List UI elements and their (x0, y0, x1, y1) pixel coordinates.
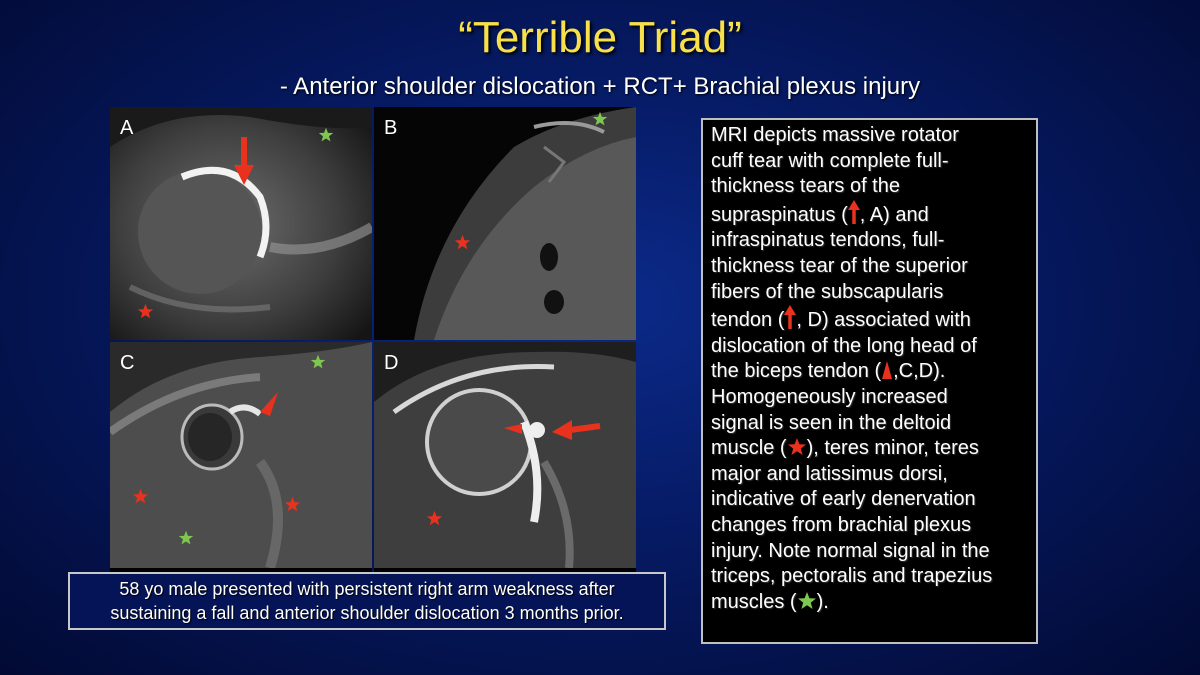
desc-text: tendon ( (711, 309, 785, 332)
mri-panel-a (110, 107, 372, 340)
desc-line (711, 359, 1028, 385)
slide-title: “Terrible Triad” (458, 13, 742, 62)
slide-subtitle: - Anterior shoulder dislocation + RCT+ Brachial plexus injury (279, 73, 921, 100)
red-arrow-icon (784, 305, 796, 329)
mri-panel-d (374, 342, 636, 575)
caption-line-1: 58 yo male presented with persistent right arm weakness after (119, 579, 615, 599)
mri-image-a (110, 107, 372, 340)
desc-line: major and latissimus dorsi, (711, 462, 948, 485)
desc-line: indicative of early denervation (711, 488, 976, 511)
desc-line: injury. Note normal signal in the (711, 539, 990, 562)
desc-line (711, 200, 1028, 229)
mri-panel-c (110, 342, 372, 575)
desc-line: dislocation of the long head of (711, 334, 977, 357)
desc-line: thickness tears of the (711, 175, 900, 198)
desc-line: triceps, pectoralis and trapezius (711, 565, 993, 588)
desc-text: supraspinatus ( (711, 203, 848, 226)
desc-line: fibers of the subscapularis (711, 280, 944, 303)
mri-panel-b (374, 107, 636, 340)
case-caption (68, 572, 666, 630)
desc-text: the biceps tendon ( (711, 360, 882, 383)
desc-text: , D) associated with (796, 309, 971, 332)
desc-line: Homogeneously increased (711, 385, 948, 408)
mri-image-c (110, 342, 372, 568)
caption-line-2: sustaining a fall and anterior shoulder dislocation 3 months prior. (110, 603, 624, 623)
desc-text: muscle ( (711, 437, 787, 460)
desc-text: ), teres minor, teres (806, 437, 979, 460)
desc-text: , A) and (859, 203, 929, 226)
findings-description (701, 118, 1038, 644)
desc-line: cuff tear with complete full- (711, 149, 949, 172)
desc-line (711, 590, 1028, 616)
panel-label-a: A (120, 117, 134, 139)
red-star-icon (787, 437, 807, 457)
desc-line (711, 436, 1028, 462)
desc-text: ). (816, 590, 829, 613)
mri-image-d (374, 342, 636, 568)
desc-line: infraspinatus tendons, full- (711, 229, 945, 252)
panel-label-c: C (120, 352, 135, 374)
desc-line: signal is seen in the deltoid (711, 411, 952, 434)
desc-line: changes from brachial plexus (711, 513, 972, 536)
mri-image-b (374, 107, 636, 340)
green-star-icon (797, 591, 817, 611)
desc-text: muscles ( (711, 590, 797, 613)
panel-label-b: B (384, 117, 398, 139)
red-arrow-icon (848, 200, 860, 224)
panel-label-d: D (384, 352, 399, 374)
desc-line: MRI depicts massive rotator (711, 124, 959, 146)
desc-line: thickness tear of the superior (711, 254, 968, 277)
desc-text: ,C,D). (893, 360, 946, 383)
red-arrowhead-icon (881, 360, 893, 380)
desc-line (711, 305, 1028, 334)
